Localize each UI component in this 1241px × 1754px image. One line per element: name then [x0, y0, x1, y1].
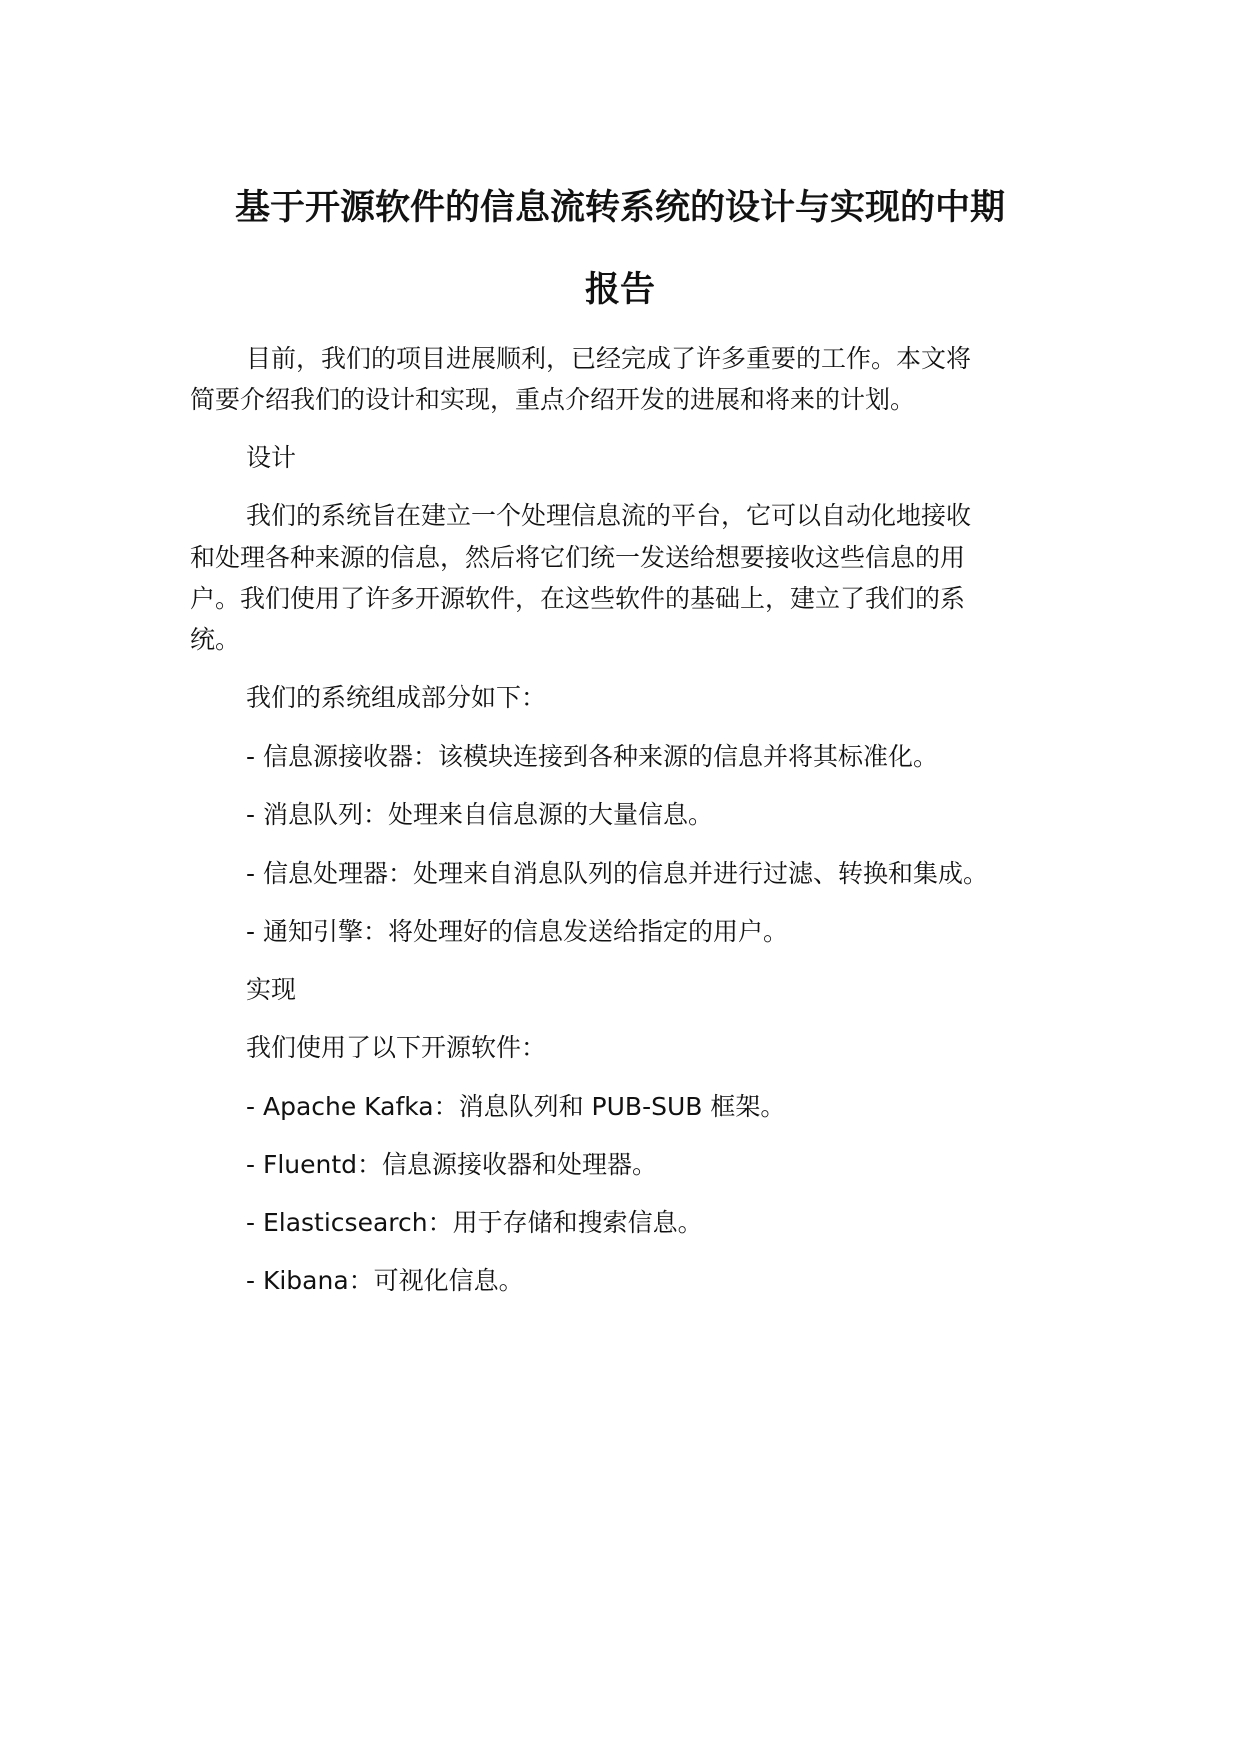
design-line-2: 和处理各种来源的信息，然后将它们统一发送给想要接收这些信息的用 — [190, 543, 966, 572]
software-item: - Fluentd：信息源接收器和处理器。 — [246, 1150, 658, 1179]
intro-line-2: 简要介绍我们的设计和实现，重点介绍开发的进展和将来的计划。 — [190, 385, 916, 414]
software-intro: 我们使用了以下开源软件： — [246, 1033, 547, 1062]
title-line-1: 基于开源软件的信息流转系统的设计与实现的中期 — [234, 188, 1005, 228]
design-line-3: 户。我们使用了许多开源软件，在这些软件的基础上，建立了我们的系 — [190, 584, 966, 613]
software-item: - Apache Kafka：消息队列和 PUB-SUB 框架。 — [246, 1092, 786, 1121]
section-heading-implementation: 实现 — [246, 975, 297, 1004]
software-item: - Kibana：可视化信息。 — [246, 1266, 524, 1295]
component-item: - 消息队列：处理来自信息源的大量信息。 — [246, 800, 713, 829]
software-item: - Elasticsearch：用于存储和搜索信息。 — [246, 1208, 703, 1237]
component-item: - 通知引擎：将处理好的信息发送给指定的用户。 — [246, 917, 788, 946]
design-line-1: 我们的系统旨在建立一个处理信息流的平台，它可以自动化地接收 — [246, 501, 972, 530]
design-line-4: 统。 — [190, 625, 241, 654]
section-heading-design: 设计 — [246, 443, 297, 472]
components-intro: 我们的系统组成部分如下： — [246, 683, 547, 712]
component-item: - 信息源接收器：该模块连接到各种来源的信息并将其标准化。 — [246, 742, 938, 771]
intro-line-1: 目前，我们的项目进展顺利，已经完成了许多重要的工作。本文将 — [246, 344, 972, 373]
component-item: - 信息处理器：处理来自消息队列的信息并进行过滤、转换和集成。 — [246, 859, 988, 888]
title-line-2: 报告 — [584, 270, 655, 310]
